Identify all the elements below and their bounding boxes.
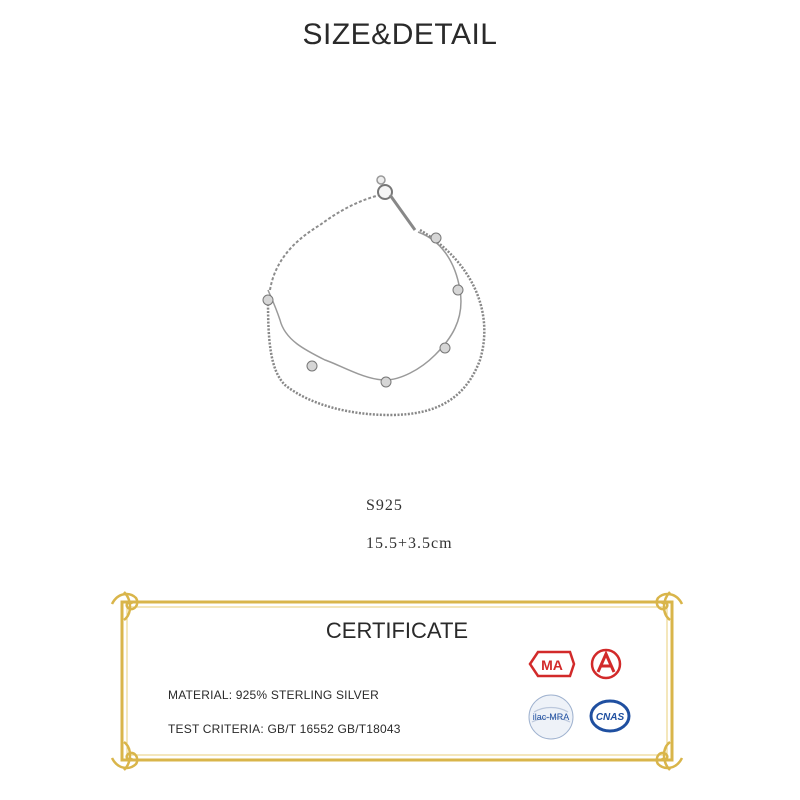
ilac-label: ilac-MRA xyxy=(532,712,570,722)
ilac-mra-logo-icon xyxy=(526,692,576,742)
cnas-logo-icon xyxy=(588,696,632,736)
svg-text:MA: MA xyxy=(541,657,563,673)
cma-logo-icon xyxy=(526,648,576,680)
cal-logo-icon xyxy=(588,646,624,682)
size-text: 15.5+3.5cm xyxy=(366,535,453,552)
page-title: SIZE&DETAIL xyxy=(302,18,498,51)
certificate-panel xyxy=(110,590,684,772)
cnas-label: CNAS xyxy=(595,712,625,723)
bracelet-image xyxy=(240,150,540,440)
test-criteria-line: TEST CRITERIA: GB/T 16552 GB/T18043 xyxy=(168,722,401,736)
material-code: S925 xyxy=(366,497,403,514)
certificate-title: CERTIFICATE xyxy=(325,618,469,643)
material-line: MATERIAL: 925% STERLING SILVER xyxy=(168,688,379,702)
